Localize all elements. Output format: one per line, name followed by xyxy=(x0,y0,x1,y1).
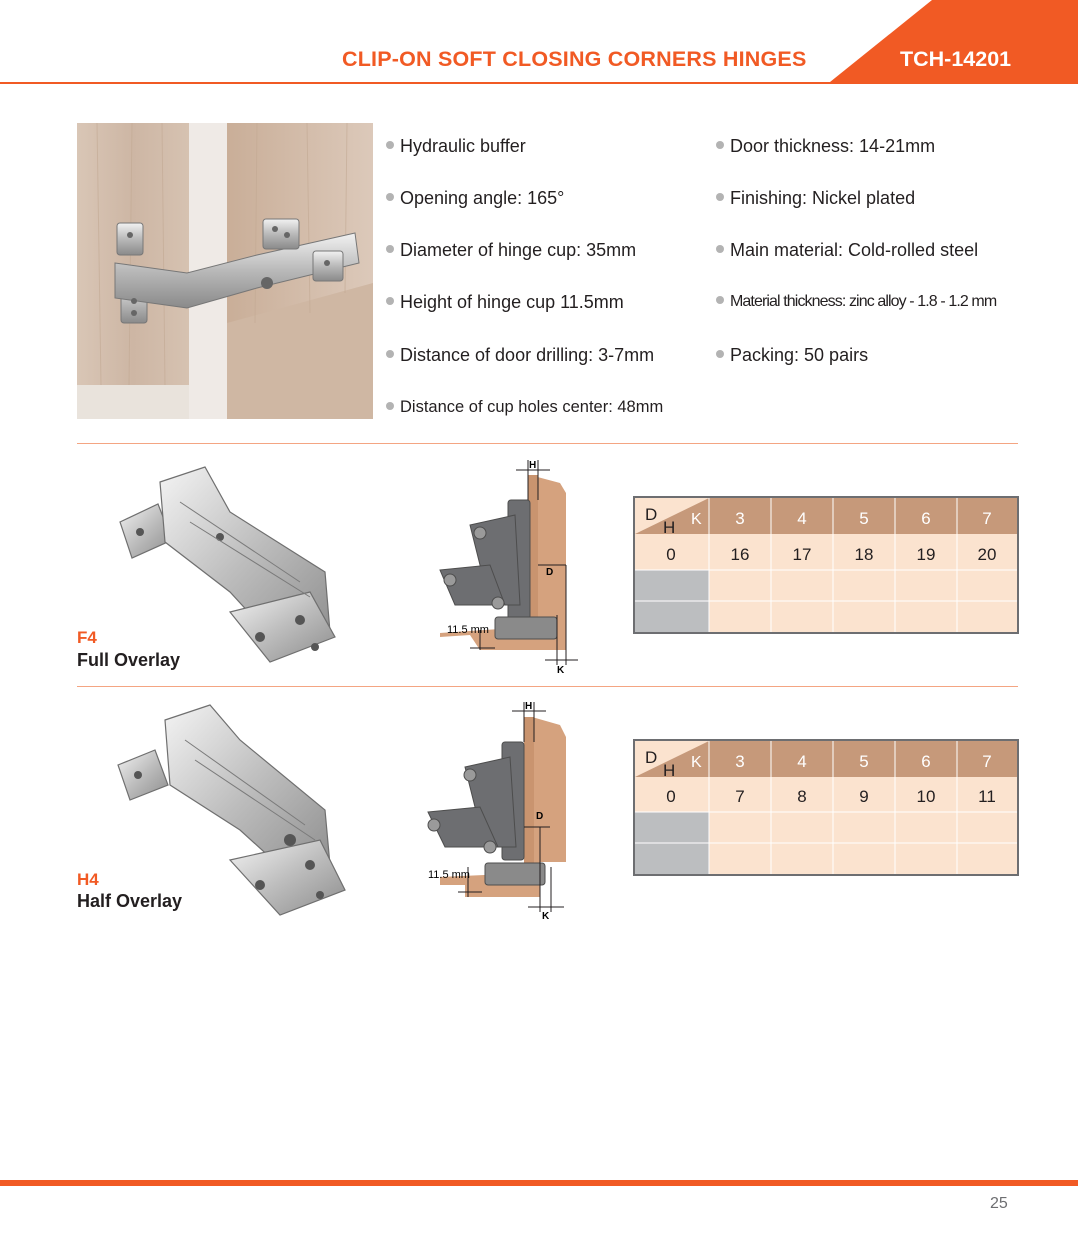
bullet-icon xyxy=(386,193,394,201)
h-row-cell: 0 xyxy=(666,787,676,806)
corner-k-label: K xyxy=(691,754,702,771)
bullet-icon xyxy=(716,350,724,358)
corner-k-label: K xyxy=(691,511,702,528)
bullet-icon xyxy=(386,350,394,358)
spec-item: Distance of door drilling: 3-7mm xyxy=(386,345,654,366)
spec-item: Main material: Cold-rolled steel xyxy=(716,240,978,261)
corner-d-label: D xyxy=(645,748,658,767)
k-header-cell: 7 xyxy=(982,509,992,528)
spec-item: Packing: 50 pairs xyxy=(716,345,868,366)
footer-rule xyxy=(0,1180,1078,1186)
dim-cup-label: 11.5 mm xyxy=(428,869,470,881)
hinge-f4-image xyxy=(110,462,365,677)
product-code: TCH-14201 xyxy=(900,47,1012,71)
spec-item: Finishing: Nickel plated xyxy=(716,188,915,209)
corner-d-label: D xyxy=(645,505,658,524)
d-value-cell: 19 xyxy=(916,545,936,564)
k-header-cell: 3 xyxy=(735,509,745,528)
spec-item: Hydraulic buffer xyxy=(386,136,526,157)
d-value-cell: 16 xyxy=(730,545,750,564)
d-value-cell: 17 xyxy=(792,545,812,564)
d-value-cell: 11 xyxy=(978,787,996,806)
spec-item: Distance of cup holes center: 48mm xyxy=(386,398,663,417)
d-value-cell: 18 xyxy=(854,545,874,564)
dim-h-label: H xyxy=(525,701,533,712)
variant-code: F4 xyxy=(77,628,97,647)
spec-item: Door thickness: 14-21mm xyxy=(716,136,935,157)
section-divider xyxy=(77,443,1018,444)
k-header-cell: 7 xyxy=(982,752,992,771)
overlay-table-h4 xyxy=(633,739,1019,876)
d-value-cell: 7 xyxy=(735,787,745,806)
spec-item: Height of hinge cup 11.5mm xyxy=(386,292,624,313)
header-rule xyxy=(0,82,1078,84)
hinge-h4-image xyxy=(110,700,360,920)
dim-d-label: D xyxy=(536,811,544,822)
dim-k-label: K xyxy=(557,665,565,676)
corner-h-label: H xyxy=(663,761,676,780)
bullet-icon xyxy=(716,141,724,149)
dim-h-label: H xyxy=(529,460,537,471)
product-photo xyxy=(77,123,373,419)
corner-h-label: H xyxy=(663,518,676,537)
section-divider xyxy=(77,686,1018,687)
bullet-icon xyxy=(386,245,394,253)
dim-k-label: K xyxy=(542,911,550,922)
k-header-cell: 3 xyxy=(735,752,745,771)
k-header-cell: 5 xyxy=(859,752,869,771)
spec-item: Material thickness: zinc alloy - 1.8 - 1.2 mm xyxy=(716,293,996,311)
spec-item: Diameter of hinge cup: 35mm xyxy=(386,240,636,261)
d-value-cell: 8 xyxy=(797,787,807,806)
variant-code: H4 xyxy=(77,870,99,889)
page-number: 25 xyxy=(990,1195,1008,1212)
h-row-cell: 0 xyxy=(666,545,676,564)
page-title: CLIP-ON SOFT CLOSING CORNERS HINGES xyxy=(342,47,807,71)
bullet-icon xyxy=(386,402,394,410)
d-value-cell: 9 xyxy=(859,787,869,806)
variant-name: Half Overlay xyxy=(77,891,183,911)
k-header-cell: 6 xyxy=(921,509,931,528)
k-header-cell: 6 xyxy=(921,752,931,771)
bullet-icon xyxy=(386,141,394,149)
bullet-icon xyxy=(716,245,724,253)
dim-d-label: D xyxy=(546,567,554,578)
bullet-icon xyxy=(716,296,724,304)
k-header-cell: 4 xyxy=(797,752,807,771)
overlay-table-f4 xyxy=(633,496,1019,634)
h4-dimension-diagram xyxy=(420,697,590,925)
k-header-cell: 5 xyxy=(859,509,869,528)
bullet-icon xyxy=(386,297,394,305)
k-header-cell: 4 xyxy=(797,509,807,528)
variant-name: Full Overlay xyxy=(77,650,181,670)
dim-cup-label: 11.5 mm xyxy=(447,624,489,636)
spec-item: Opening angle: 165° xyxy=(386,188,564,209)
d-value-cell: 20 xyxy=(977,545,997,564)
f4-dimension-diagram xyxy=(420,455,590,680)
bullet-icon xyxy=(716,193,724,201)
d-value-cell: 10 xyxy=(916,787,936,806)
